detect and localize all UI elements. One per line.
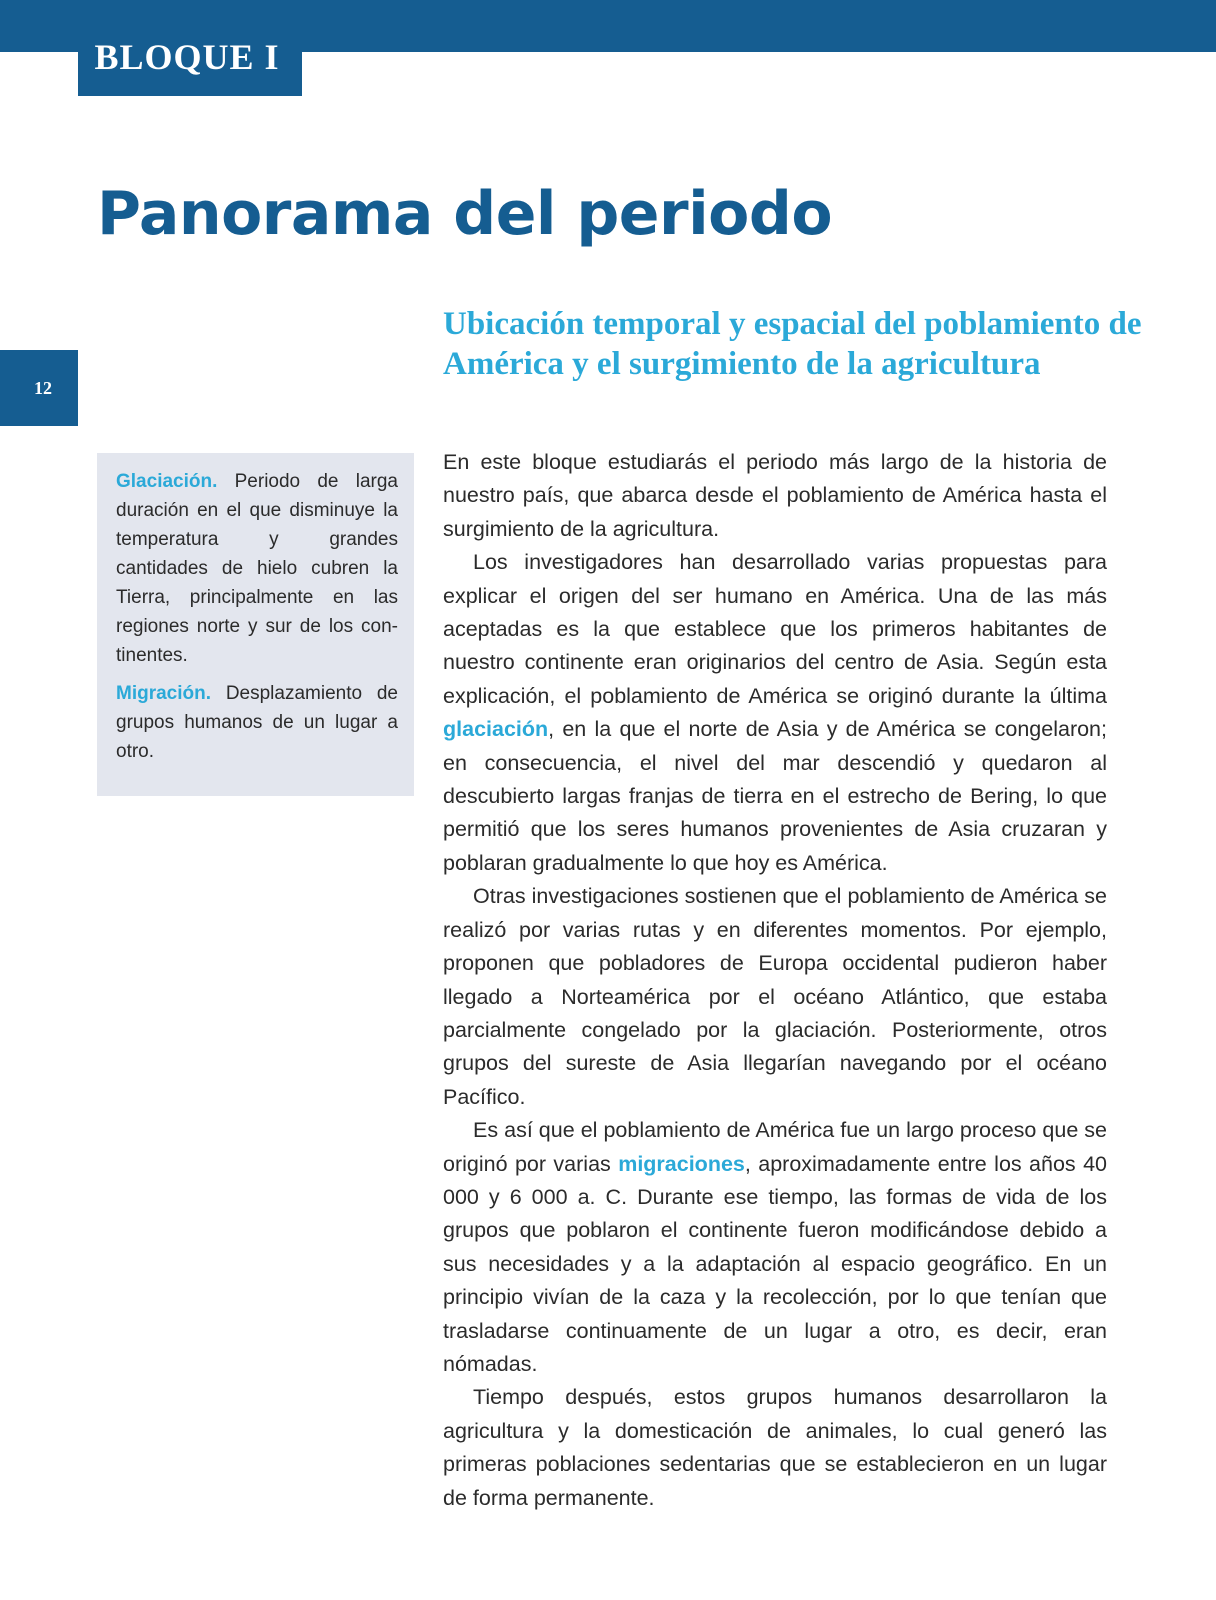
keyword-migraciones[interactable]: migraciones	[618, 1151, 745, 1176]
glossary-box	[97, 453, 414, 796]
glossary-term: Migración.	[116, 683, 212, 704]
glossary-definition: Desplazamiento de grupos humanos de un lugar a otro.	[116, 683, 399, 762]
keyword-glaciacion[interactable]: glaciación	[443, 717, 549, 742]
glossary-entry-glaciacion	[116, 467, 398, 670]
paragraph-2-text-a: Los investigadores han desarrollado varias propuestas para explicar el origen del ser humano en América. Una de las más aceptadas es la que establece que los primeros habitantes de nuestro continente eran originarios del centro de Asia. Según esta explicación, el poblamiento de América se originó durante la última	[443, 550, 1107, 708]
paragraph-4-text-b: , aproximadamente entre los años 40 000 y 6 000 a. C. Durante ese tiempo, las formas de vida de los grupos que poblaron el continente fueron modificándose debido a sus necesidades y a la adaptación al espacio geográfico. En un principio vivían de la caza y la recolección, por lo que tenían que trasladarse continuamente de un lugar a otro, es decir, eran nómadas.	[443, 1151, 1108, 1376]
glossary-entry-migracion	[116, 679, 398, 766]
paragraph-3: Otras investigaciones sostienen que el poblamiento de América se realizó por varias rutas y en diferentes momentos. Por ejemplo, proponen que pobladores de Europa occidental pudieron haber llegado a Norteamérica por el océano Atlántico, que estaba parcialmente congelado por la glaciación. Posteriormente, otros grupos del sureste de Asia llegarían navegando por el océano Pacífico.	[443, 884, 1107, 1109]
paragraph-2	[443, 546, 1107, 880]
page-title: Panorama del periodo	[97, 179, 833, 249]
section-heading: Ubicación temporal y espacial del poblamiento de América y el surgimiento de la agricultura	[443, 306, 1142, 382]
glossary-term: Glaciación.	[116, 471, 218, 492]
paragraph-4-text-a: Es así que el poblamiento de América fue un largo proceso que se originó por varias	[443, 1118, 1107, 1176]
paragraph-1: En este bloque estudiarás el periodo más largo de la historia de nuestro país, que abarca desde el poblamiento de América hasta el surgimiento de la agricultura.	[443, 450, 1107, 541]
paragraph-2-text-b: , en la que el norte de Asia y de América se congelaron; en consecuencia, el nivel del mar descendió y quedaron al descubierto largas franjas de tierra en el estrecho de Bering, lo que permitió que los seres humanos provenientes de Asia cruzaran y poblaran gradualmente lo que hoy es América.	[443, 717, 1107, 875]
glossary-definition: Periodo de larga duración en el que disminuye la temperatura y grandes cantidades de hielo cubren la Tierra, principalmente en las regiones norte y sur de los continentes.	[116, 471, 398, 666]
body-text	[443, 446, 1107, 1515]
bloque-label: BLOQUE I	[78, 38, 302, 96]
paragraph-4	[443, 1114, 1107, 1381]
page-number: 12	[0, 350, 78, 426]
paragraph-5: Tiempo después, estos grupos humanos desarrollaron la agricultura y la domesticación de animales, lo cual generó las primeras poblaciones sedentarias que se establecieron en un lugar de forma permanente.	[443, 1385, 1107, 1510]
